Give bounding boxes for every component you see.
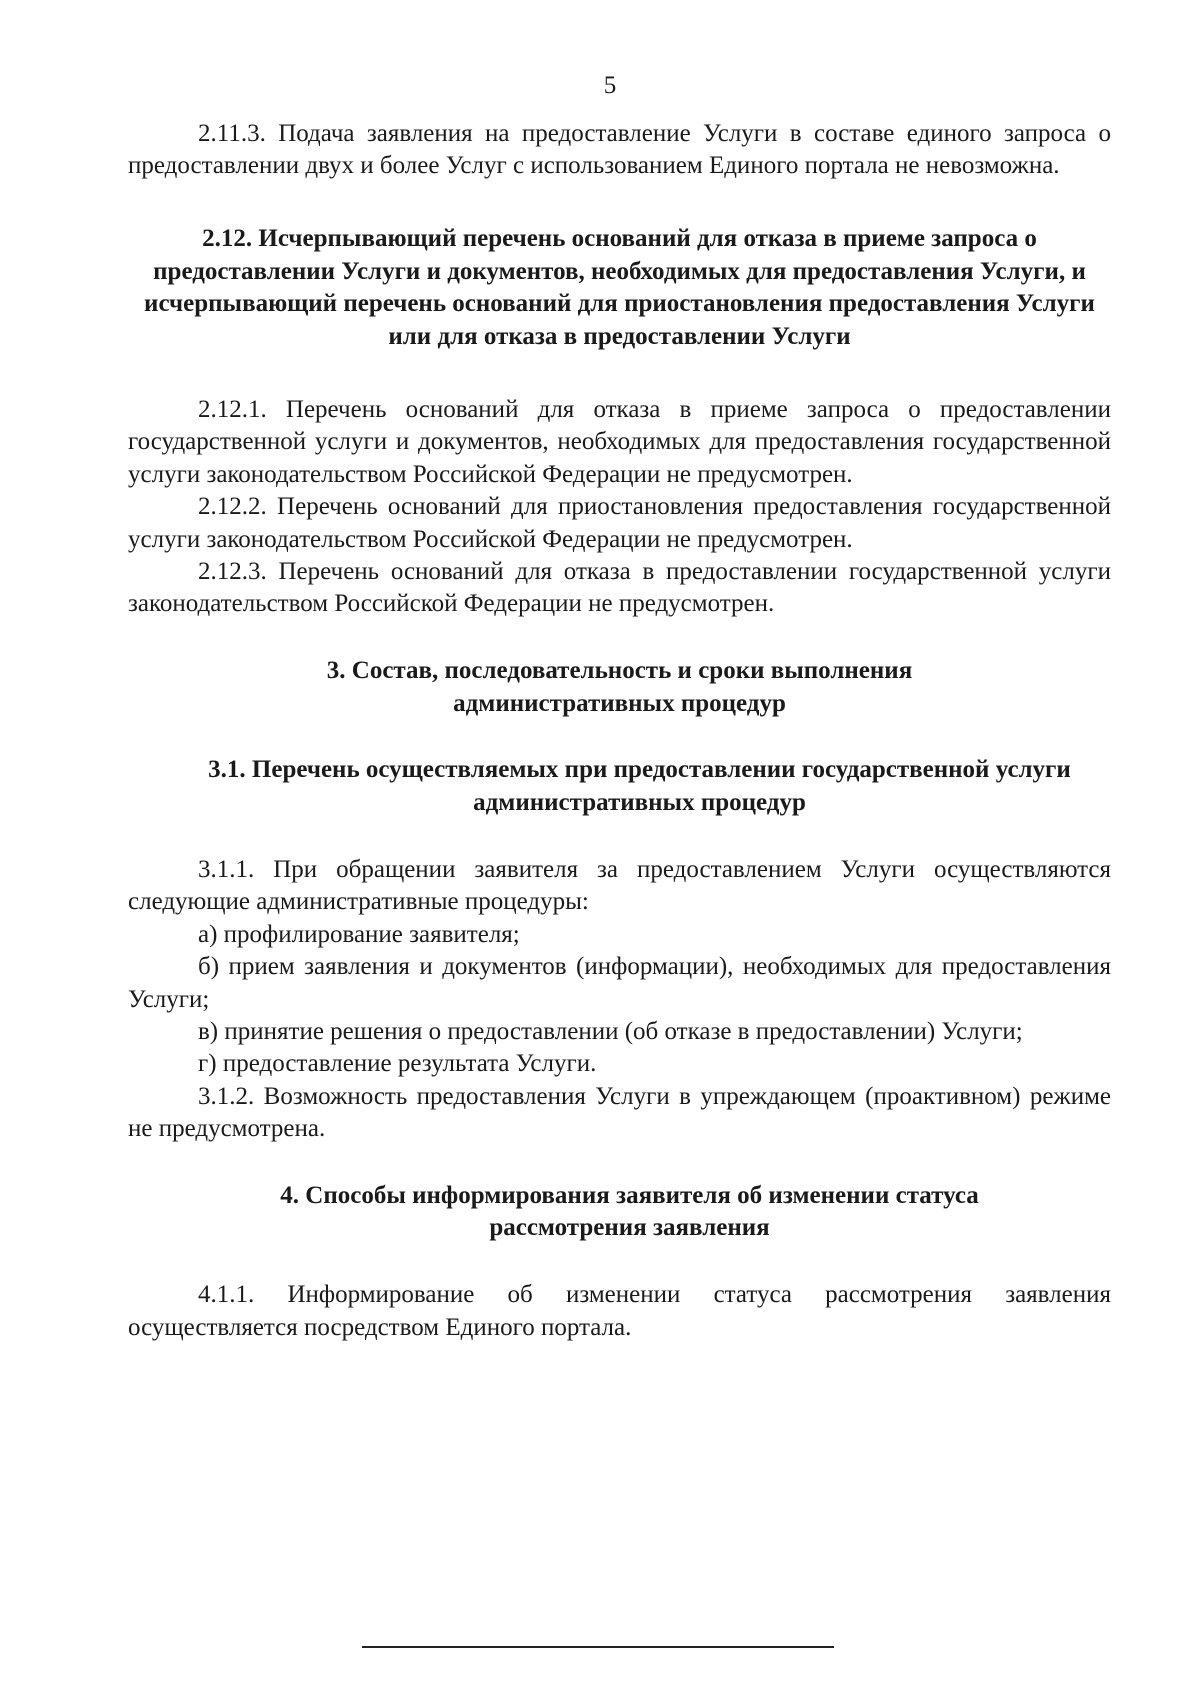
- page-number: 5: [603, 72, 617, 99]
- paragraph-2-12-1: 2.12.1. Перечень оснований для отказа в приеме запроса о предоставлении государственной услуги и документов, необходимых для предоставления государственной услуги законодательством Российской Федерации не предусмотрен.: [128, 396, 1111, 488]
- document-body: [128, 118, 1111, 1344]
- list-item-b: б) прием заявления и документов (информации), необходимых для предоставления Услуги;: [128, 953, 1111, 1013]
- paragraph-2-12-2: 2.12.2. Перечень оснований для приостановления предоставления государственной услуги законодательством Российской Федерации не предусмотрен.: [128, 493, 1111, 553]
- heading-3-1: 3.1. Перечень осуществляемых при предоставлении государственной услуги административных процедур: [208, 756, 1071, 817]
- closing-rule: [362, 1646, 834, 1648]
- paragraph-3-1-1: 3.1.1. При обращении заявителя за предоставлением Услуги осуществляются следующие административные процедуры:: [128, 856, 1111, 916]
- paragraph-4-1-1: 4.1.1. Информирование об изменении статуса рассмотрения заявления осуществляется посредством Единого портала.: [128, 1281, 1111, 1341]
- list-item-v: в) принятие решения о предоставлении (об отказе в предоставлении) Услуги;: [198, 1018, 1023, 1046]
- paragraph-3-1-2: 3.1.2. Возможность предоставления Услуги в упреждающем (проактивном) режиме не предусмотрена.: [128, 1082, 1111, 1143]
- paragraph-2-12-3: 2.12.3. Перечень оснований для отказа в предоставлении государственной услуги законодательством Российской Федерации не предусмотрен.: [128, 558, 1111, 618]
- heading-4: 4. Способы информирования заявителя об изменении статуса рассмотрения заявления: [280, 1181, 979, 1242]
- list-item-g: г) предоставление результата Услуги.: [198, 1050, 597, 1078]
- paragraph-2-11-3: 2.11.3. Подача заявления на предоставление Услуги в составе единого запроса о предоставлении двух и более Услуг с использованием Единого портала не невозможна.: [128, 120, 1111, 180]
- heading-2-12: 2.12. Исчерпывающий перечень оснований для отказа в приеме запроса о предоставлении Услуги и документов, необходимых для предоставления Услуги, и исчерпывающий перечень оснований для приостановления предоставления Услуги или для отказа в предоставлении Услуги: [144, 224, 1095, 351]
- heading-3: 3. Состав, последовательность и сроки выполнения административных процедур: [326, 656, 913, 717]
- list-item-a: а) профилирование заявителя;: [198, 920, 520, 948]
